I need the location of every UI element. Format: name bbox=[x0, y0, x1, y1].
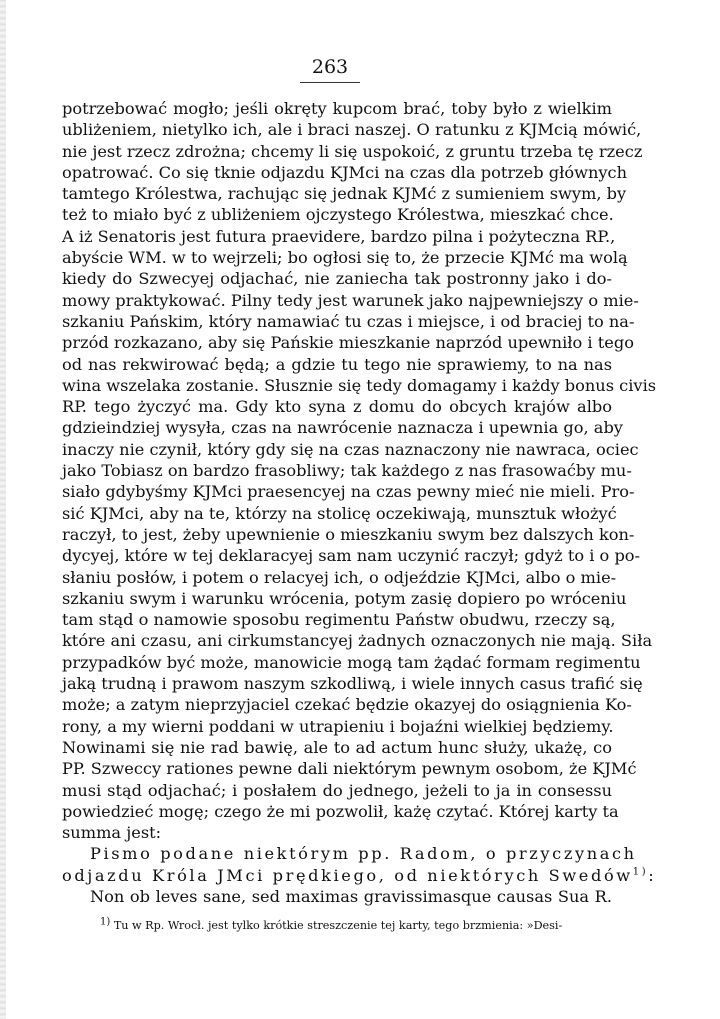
text-line: A iż Senatoris jest futura praevidere, bardzo pilna i pożyteczna RP., bbox=[62, 226, 616, 246]
text-line: jako Tobiasz on bardzo frasobliwy; tak każdego z nas frasowaćby mu- bbox=[62, 461, 632, 481]
text-line: powiedzieć mogę; czego że mi pozwolił, każę czytać. Której karty ta bbox=[62, 801, 619, 821]
text-line: Nowinami się nie rad bawię, ale to ad actum hunc służy, ukażę, co bbox=[62, 737, 612, 757]
latin-text-line: Non ob leves sane, sed maximas gravissimasque causas Sua R. bbox=[90, 886, 612, 906]
text-line: które ani czasu, ani cirkumstancyej żadnych oznaczonych nie mają. Siła bbox=[62, 631, 653, 651]
text-line: przód rozkazano, aby się Pańskie mieszkanie naprzód upewniło i tego bbox=[62, 333, 634, 353]
text-line: od nas rekwirować będą; a gdzie tu tego nie sprawiemy, to na nas bbox=[62, 354, 612, 374]
footnote-mark: 1) bbox=[100, 916, 111, 928]
footnote-text: Tu w Rp. Wrocł. jest tylko krótkie streszczenie tej karty, tego brzmienia: »Desi- bbox=[113, 919, 563, 932]
text-line: inaczy nie czynił, który gdy się na czas naznaczony nie nawraca, ociec bbox=[62, 439, 639, 459]
text-line: potrzebować mogło; jeśli okręty kupcom brać, toby było z wielkim bbox=[62, 99, 612, 118]
scan-binding-edge bbox=[0, 0, 6, 1019]
colon: : bbox=[648, 865, 657, 885]
text-line: szkaniu swym i warunku wrócenia, potym zasię dopiero po wróceniu bbox=[62, 588, 627, 608]
page-number: 263 bbox=[311, 56, 349, 78]
text-line: kiedy do Szwecyej odjachać, nie zaniecha tak postronny jako i do- bbox=[62, 269, 612, 289]
text-line: szkaniu Pańskim, który namawiać tu czas i miejsce, i od braciej to na- bbox=[62, 311, 635, 331]
text-line: też to miało być z ubliżeniem ojczystego Królestwa, mieszkać chce. bbox=[62, 205, 614, 225]
text-line: nie jest rzecz zdrożna; chcemy li się uspokoić, z gruntu trzeba tę rzecz bbox=[62, 141, 643, 161]
text-line: rony, a my wierni poddani w utrapieniu i bojaźni wielkiej będziemy. bbox=[62, 716, 614, 736]
text-line: summa jest: bbox=[62, 823, 162, 843]
text-line: RP. tego życzyć ma. Gdy kto syna z domu do obcych krajów albo bbox=[62, 397, 612, 417]
text-line: PP. Szweccy rationes pewne dali niektórym pewnym osobom, że KJMć bbox=[62, 759, 637, 779]
text-line: może; a zatym nieprzyjaciel czekać będzie okazyej do osiągnienia Ko- bbox=[62, 695, 632, 715]
text-line: abyście WM. w to wejrzeli; bo ogłosi się to, że przecie KJMć ma wolą bbox=[62, 248, 628, 268]
footnote bbox=[100, 916, 612, 933]
footnote-reference: 1) bbox=[632, 866, 649, 878]
page-number-rule bbox=[300, 82, 360, 83]
text-line: wina wszelaka zostanie. Słusznie się tedy domagamy i każdy bonus civis bbox=[62, 375, 657, 395]
spaced-heading-line: Pismo podane niektórym pp. Radom, o przyczynach bbox=[90, 844, 637, 864]
text-line: musi stąd odjachać; i posłałem do jednego, jeżeli to ja in consessu bbox=[62, 780, 612, 800]
text-line: gdzieindziej wysyła, czas na nawrócenie naznacza i upewnia go, aby bbox=[62, 418, 623, 438]
text-line: ubliżeniem, nietylko ich, ale i braci naszej. O ratunku z KJMcią mówić, bbox=[62, 120, 642, 140]
text-line: sić KJMci, aby na te, którzy na stolicę oczekiwają, munsztuk włożyć bbox=[62, 503, 617, 523]
spaced-heading-text: odjazdu Króla JMci prędkiego, od niektórych Swedów bbox=[62, 865, 633, 885]
text-line: dycyej, które w tej deklaracyej sam nam uczynić raczył; gdyż to i o po- bbox=[62, 546, 641, 566]
text-line: tamtego Królestwa, rachując się jednak KJMć z sumieniem swym, by bbox=[62, 184, 627, 204]
text-line: mowy praktykować. Pilny tedy jest warunek jako najpewniejszy o mie- bbox=[62, 290, 639, 310]
text-line: słaniu posłów, i potem o relacyej ich, o odjeździe KJMci, albo o mie- bbox=[62, 567, 617, 587]
text-line: siało gdybyśmy KJMci praesencyej na czas pewny mieć nie mieli. Pro- bbox=[62, 482, 635, 502]
text-line: raczył, to jest, żeby upewnienie o mieszkaniu swym bez dalszych kon- bbox=[62, 524, 635, 544]
text-line: przypadków być może, manowicie mogą tam żądać formam regimentu bbox=[62, 652, 641, 672]
text-line: jaką trudną i prawom naszym szkodliwą, i wiele innych casus trafić się bbox=[62, 674, 643, 694]
spaced-heading-line-with-note bbox=[62, 865, 657, 886]
text-line: opatrować. Co się tknie odjazdu KJMci na czas dla potrzeb głównych bbox=[62, 162, 628, 182]
text-line: tam stąd o namowie sposobu regimentu Państw obudwu, rzeczy są, bbox=[62, 610, 616, 630]
body-text bbox=[62, 98, 657, 907]
